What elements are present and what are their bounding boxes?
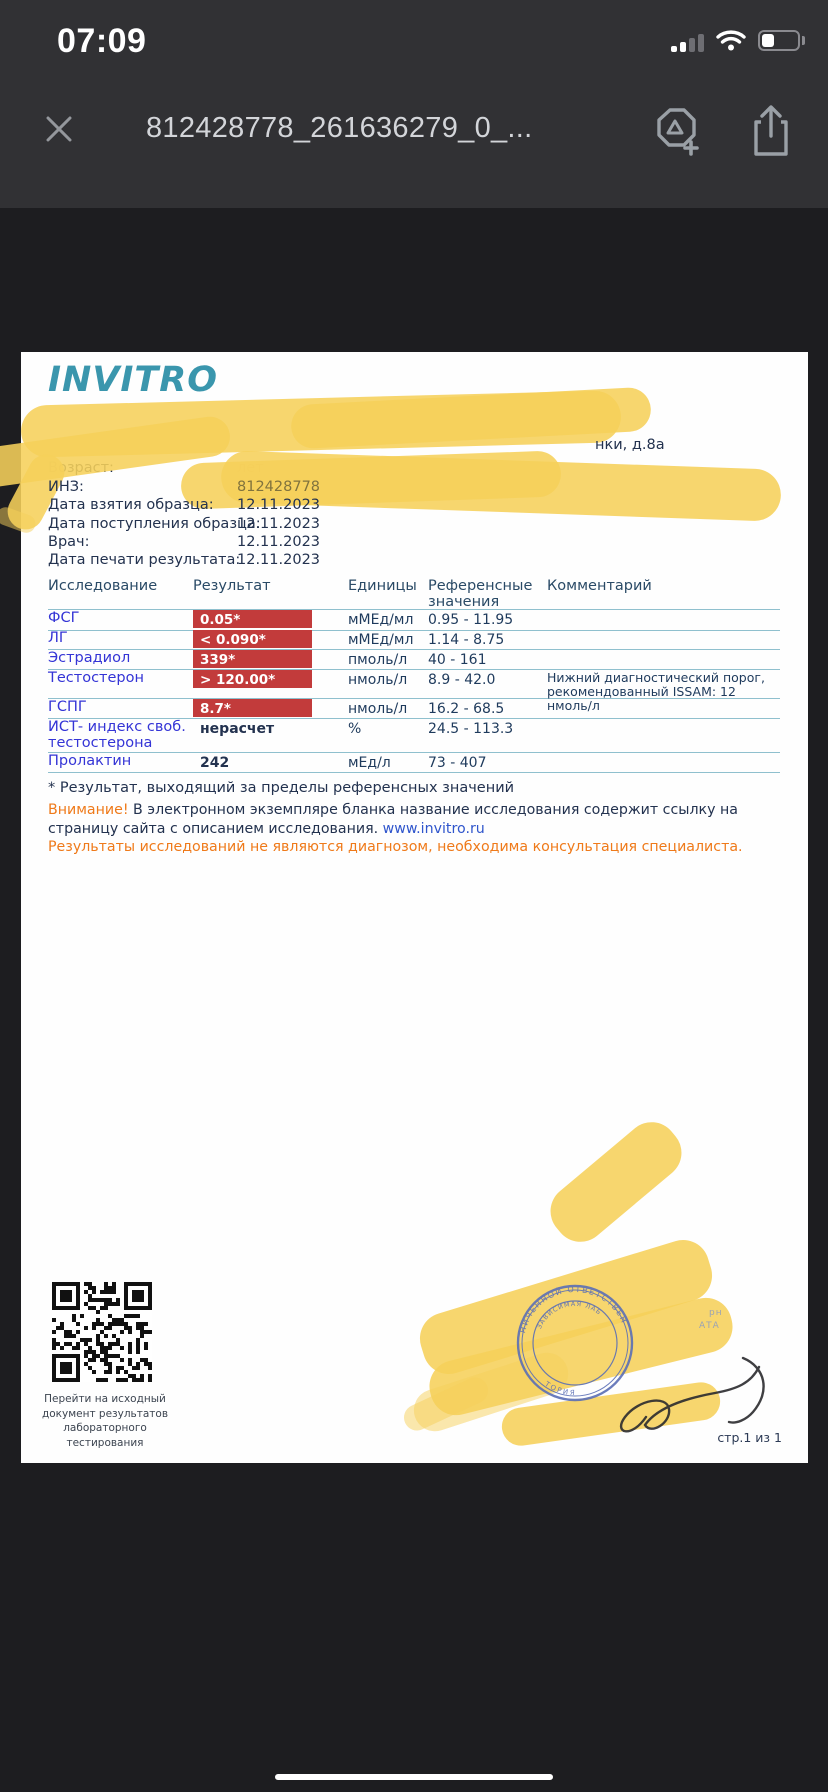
close-icon <box>40 110 80 150</box>
status-time: 07:09 <box>57 22 147 60</box>
test-name: ИСТ- индекс своб. тестостерона <box>48 719 186 751</box>
markup-button[interactable] <box>650 102 702 158</box>
notice-warning-word: Внимание! <box>48 802 129 818</box>
units: мМЕд/мл <box>348 612 414 628</box>
col-header-test: Исследование <box>48 578 158 594</box>
edge-fragment-1: рн <box>709 1308 723 1318</box>
info-row-sample-taken: Дата взятия образца: 12.11.2023 <box>48 497 321 513</box>
result-value: 242 <box>200 755 230 771</box>
reference-range: 16.2 - 68.5 <box>428 701 505 717</box>
units: нмоль/л <box>348 701 408 717</box>
invitro-link[interactable]: www.invitro.ru <box>382 820 485 837</box>
qr-caption: Перейти на исходный документ результатов лабораторного тестирования <box>41 1393 169 1449</box>
table-separator <box>48 752 780 753</box>
document-toolbar <box>0 96 828 176</box>
notice-text <box>48 801 790 838</box>
address-fragment: нки, д.8а <box>595 437 665 453</box>
reference-range: 24.5 - 113.3 <box>428 721 514 737</box>
info-row-inz: ИНЗ: 812428778 <box>48 479 321 495</box>
reference-range: 40 - 161 <box>428 652 487 668</box>
highlight-redaction <box>540 1112 692 1253</box>
result-value: нерасчет <box>200 721 275 737</box>
result-value-flagged: > 120.00* <box>193 670 312 688</box>
info-row-doctor: Врач: 12.11.2023 <box>48 534 321 550</box>
battery-icon <box>758 30 800 51</box>
top-chrome <box>0 0 828 208</box>
col-header-result: Результат <box>193 578 271 594</box>
qr-code <box>52 1282 152 1382</box>
units: нмоль/л <box>348 672 408 688</box>
document-filename: 812428778_261636279_0_... <box>146 112 533 144</box>
document-viewer[interactable] <box>0 208 828 1792</box>
test-name: ГСПГ <box>48 699 87 715</box>
result-value-flagged: 8.7* <box>193 699 312 717</box>
test-name: ЛГ <box>48 630 68 646</box>
test-name: Эстрадиол <box>48 650 131 666</box>
markup-icon <box>650 102 702 158</box>
test-name: ФСГ <box>48 610 80 626</box>
wifi-icon <box>716 28 746 52</box>
home-indicator[interactable] <box>275 1774 553 1780</box>
disclaimer-text: Результаты исследований не являются диагнозом, необходима консультация специалиста. <box>48 839 743 855</box>
units: % <box>348 721 362 737</box>
comment: Нижний диагностический порог, рекомендованный ISSAM: 12 нмоль/л <box>547 670 765 713</box>
table-separator <box>48 649 780 650</box>
info-row-sample-received: Дата поступления образца: 12.11.2023 <box>48 516 321 532</box>
table-separator <box>48 609 780 610</box>
edge-fragment-2: АТА <box>699 1321 720 1331</box>
reference-range: 8.9 - 42.0 <box>428 672 496 688</box>
page-number: стр.1 из 1 <box>717 1430 782 1445</box>
cellular-signal-icon <box>671 28 704 52</box>
notice-body: В электронном экземпляре бланка название исследования содержит ссылку на страницу сайта с описанием исследования. <box>48 802 738 837</box>
result-value-flagged: 0.05* <box>193 610 312 628</box>
svg-text:НИЧЕННОЙ ОТВЕТСТВЕН: НИЧЕННОЙ ОТВЕТСТВЕН <box>517 1284 630 1334</box>
test-name: Пролактин <box>48 753 132 769</box>
svg-text:ЗАВИСИМАЯ ЛАБ: ЗАВИСИМАЯ ЛАБ <box>535 1299 604 1331</box>
share-icon <box>748 102 794 160</box>
info-row-printed: Дата печати результата: 12.11.2023 <box>48 552 321 568</box>
status-icons <box>671 28 800 52</box>
col-header-units: Единицы <box>348 578 417 594</box>
close-button[interactable] <box>40 110 80 150</box>
footnote: * Результат, выходящий за пределы референсных значений <box>48 780 515 796</box>
reference-range: 0.95 - 11.95 <box>428 612 514 628</box>
result-value-flagged: < 0.090* <box>193 630 312 648</box>
reference-range: 73 - 407 <box>428 755 487 771</box>
lab-report-page <box>21 352 808 1463</box>
col-header-comment: Комментарий <box>547 578 652 594</box>
test-name: Тестостерон <box>48 670 144 686</box>
units: мЕд/л <box>348 755 391 771</box>
invitro-logo: INVITRO <box>48 360 219 400</box>
reference-range: 1.14 - 8.75 <box>428 632 505 648</box>
units: пмоль/л <box>348 652 408 668</box>
col-header-reference: Референсные значения <box>428 578 533 610</box>
result-value-flagged: 339* <box>193 650 312 668</box>
units: мМЕд/мл <box>348 632 414 648</box>
share-button[interactable] <box>748 102 800 158</box>
svg-text:ТОРИЯ: ТОРИЯ <box>543 1380 577 1398</box>
table-separator <box>48 772 780 773</box>
